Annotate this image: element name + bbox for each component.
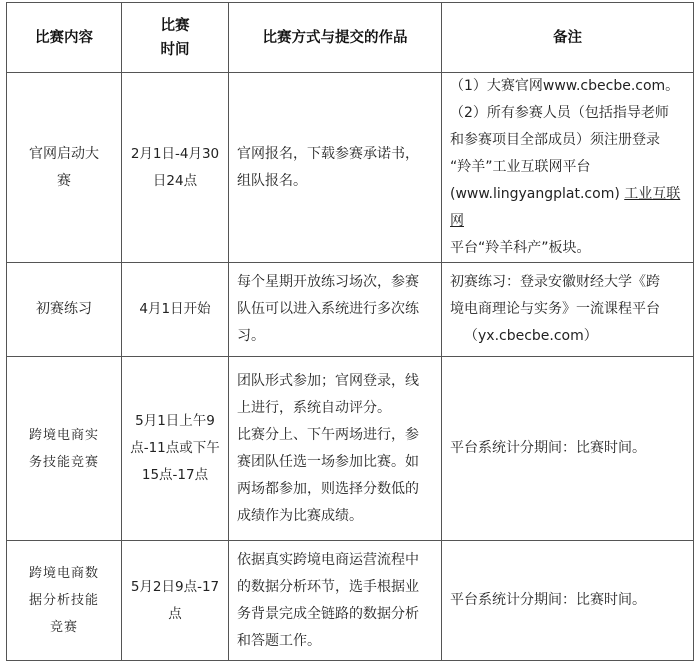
cell-time: 2月1日-4月30 日24点 <box>122 73 229 263</box>
cell-content: 初赛练习 <box>7 263 122 357</box>
table-row <box>7 263 694 357</box>
cell-content: 跨境电商实 务技能竞赛 <box>7 357 122 541</box>
header-time: 比赛 时间 <box>122 3 229 73</box>
table-header-row <box>7 3 694 73</box>
cell-content: 跨境电商数 据分析技能 竞赛 <box>7 541 122 661</box>
cell-time: 5月2日9点-17 点 <box>122 541 229 661</box>
cell-notes: 平台系统计分期间：比赛时间。 <box>442 357 694 541</box>
table-row <box>7 357 694 541</box>
cell-notes: （1）大赛官网www.cbecbe.com。 （2）所有参赛人员（包括指导老师 和参赛项目全部成员）须注册登录 “羚羊”工业互联网平台 (www.lingyangplat.com) 工业互联网 平台“羚羊科产”板块。 <box>442 73 694 263</box>
header-method: 比赛方式与提交的作品 <box>229 3 442 73</box>
cell-method: 团队形式参加；官网登录，线 上进行，系统自动评分。 比赛分上、下午两场进行，参 赛团队任选一场参加比赛。如 两场都参加，则选择分数低的 成绩作为比赛成绩。 <box>229 357 442 541</box>
cell-time: 5月1日上午9 点-11点或下午 15点-17点 <box>122 357 229 541</box>
cell-notes: 初赛练习：登录安徽财经大学《跨 境电商理论与实务》一流课程平台 （yx.cbecbe.com） <box>442 263 694 357</box>
cell-method: 依据真实跨境电商运营流程中 的数据分析环节，选手根据业 务背景完成全链路的数据分析 和答题工作。 <box>229 541 442 661</box>
competition-schedule-table <box>6 2 694 661</box>
table-row <box>7 541 694 661</box>
table-row <box>7 73 694 263</box>
cell-time: 4月1日开始 <box>122 263 229 357</box>
cell-method: 官网报名，下载参赛承诺书， 组队报名。 <box>229 73 442 263</box>
cell-method: 每个星期开放练习场次，参赛 队伍可以进入系统进行多次练 习。 <box>229 263 442 357</box>
header-content: 比赛内容 <box>7 3 122 73</box>
cell-content: 官网启动大 赛 <box>7 73 122 263</box>
cell-notes: 平台系统计分期间：比赛时间。 <box>442 541 694 661</box>
header-notes: 备注 <box>442 3 694 73</box>
